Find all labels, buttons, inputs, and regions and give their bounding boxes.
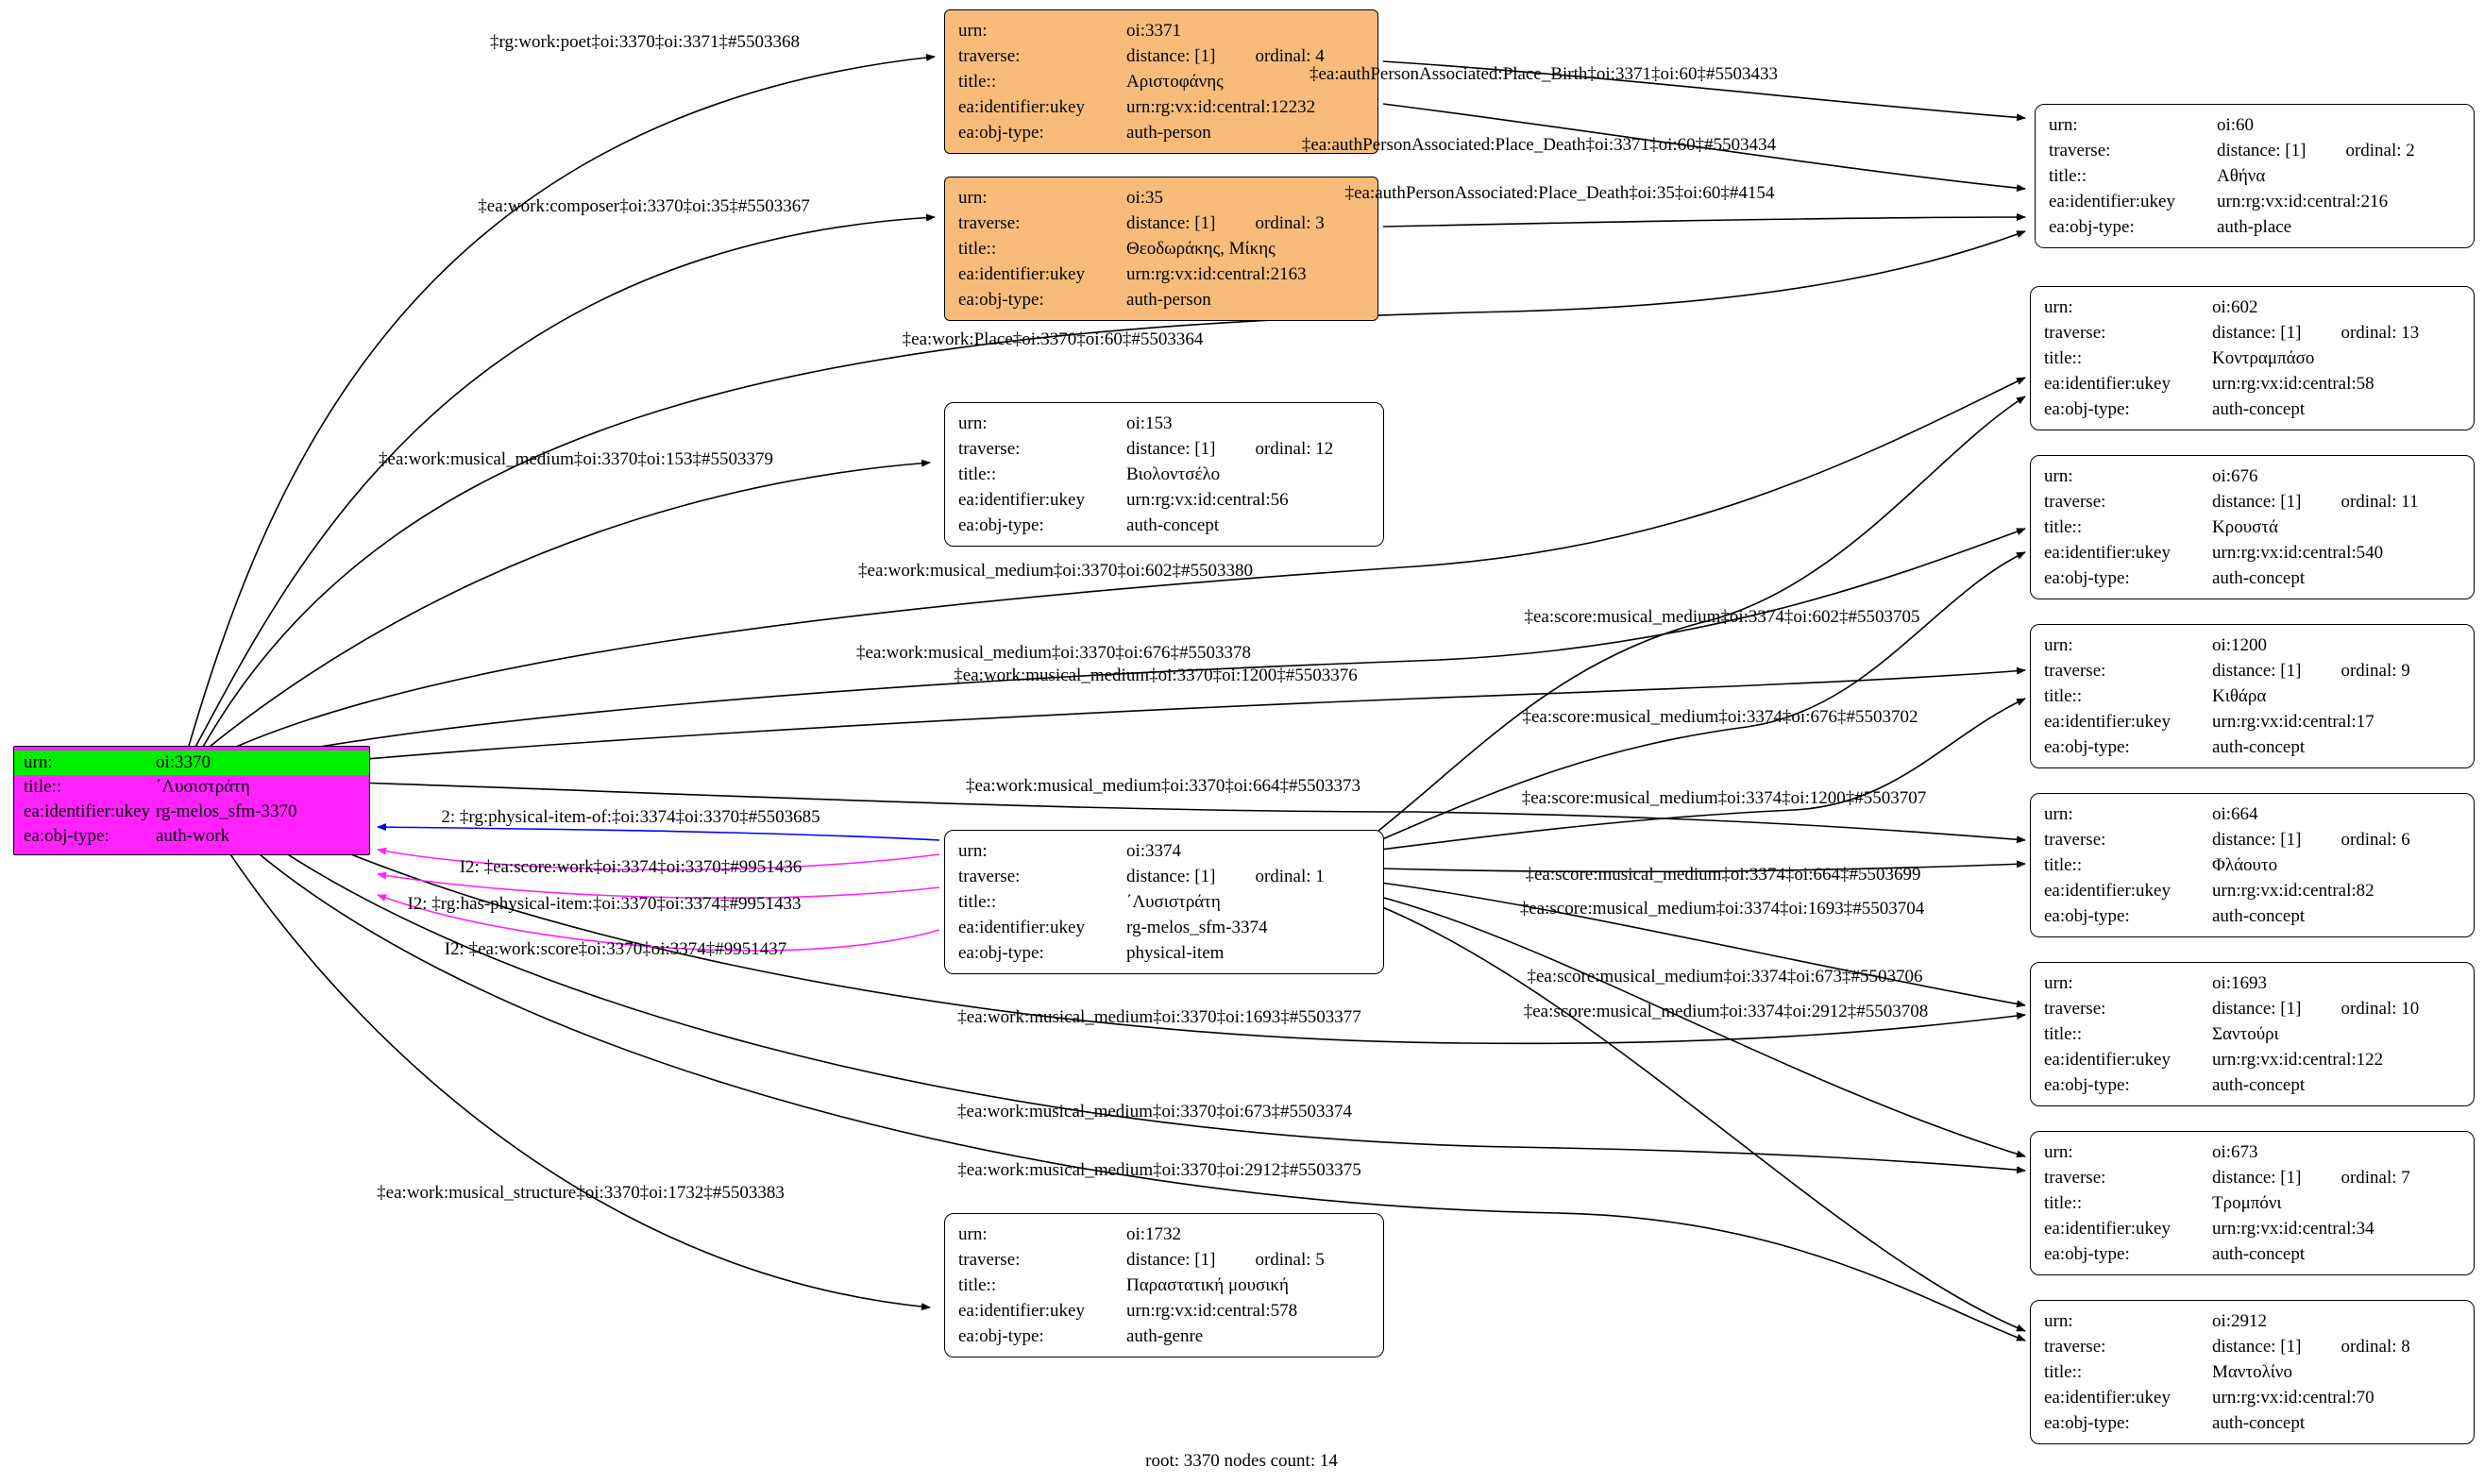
node-root-3370[interactable] bbox=[13, 746, 370, 855]
field-key-title: title:: bbox=[958, 892, 997, 912]
node-field-objtype bbox=[2044, 1410, 2462, 1436]
field-value-traverse: distance: [1] bbox=[2212, 1337, 2302, 1357]
edge-label-work-medium-1693: ‡ea:work:musical_medium‡oi:3370‡oi:1693‡#5503377 bbox=[957, 1007, 1361, 1027]
field-key-objtype: ea:obj-type: bbox=[2044, 906, 2130, 926]
field-key-objtype: ea:obj-type: bbox=[958, 290, 1044, 310]
field-value-traverse: distance: [1] bbox=[1126, 213, 1216, 233]
field-key-identifier: ea:identifier:ukey bbox=[2044, 1388, 2171, 1408]
field-value-urn: oi:60 bbox=[2217, 115, 2255, 135]
edge-label-work-medium-153: ‡ea:work:musical_medium‡oi:3370‡oi:153‡#5503379 bbox=[379, 449, 773, 469]
field-value-title: Κοντραμπάσο bbox=[2212, 348, 2315, 368]
field-key-traverse: traverse: bbox=[958, 46, 1021, 66]
field-key-title: title:: bbox=[2044, 1024, 2083, 1044]
field-key-objtype: ea:obj-type: bbox=[2044, 1413, 2130, 1433]
node-field-identifier bbox=[2044, 540, 2462, 565]
field-value-ordinal: ordinal: 7 bbox=[2340, 1168, 2410, 1188]
node-field-urn bbox=[2044, 801, 2462, 827]
field-value-ordinal: ordinal: 11 bbox=[2340, 492, 2419, 512]
field-key-identifier: ea:identifier:ukey bbox=[2044, 1219, 2171, 1239]
field-value-identifier: urn:rg:vx:id:central:540 bbox=[2212, 543, 2384, 563]
field-key-urn: urn: bbox=[2044, 297, 2073, 317]
edge-label-work-score: I2: ‡ea:work:score‡oi:3370‡oi:3374‡#9951437 bbox=[444, 939, 787, 959]
node-field-title bbox=[2049, 163, 2462, 189]
node-1200[interactable] bbox=[2030, 624, 2475, 768]
field-key-urn: urn: bbox=[958, 413, 988, 433]
field-key-traverse: traverse: bbox=[958, 439, 1021, 459]
field-key-objtype: ea:obj-type: bbox=[958, 515, 1044, 535]
node-field-urn bbox=[958, 411, 1372, 436]
node-field-identifier bbox=[958, 915, 1372, 940]
node-field-title bbox=[24, 775, 360, 800]
field-value-traverse: distance: [1] bbox=[2212, 492, 2302, 512]
field-key-identifier: ea:identifier:ukey bbox=[958, 1301, 1085, 1321]
node-field-traverse bbox=[2044, 658, 2462, 683]
field-key-title: title:: bbox=[2044, 1193, 2083, 1213]
node-field-urn bbox=[2044, 632, 2462, 658]
field-key-traverse: traverse: bbox=[2044, 1168, 2106, 1188]
field-key-identifier: ea:identifier:ukey bbox=[958, 97, 1085, 117]
field-key-traverse: traverse: bbox=[958, 867, 1021, 886]
edge-label-score-medium-1693: ‡ea:score:musical_medium‡oi:3374‡oi:1693‡#5503704 bbox=[1519, 899, 1925, 919]
node-field-objtype bbox=[2044, 396, 2462, 422]
node-field-traverse bbox=[958, 1247, 1372, 1273]
node-field-identifier bbox=[2044, 371, 2462, 396]
field-value-urn: oi:1200 bbox=[2212, 635, 2268, 655]
field-value-objtype: physical-item bbox=[1126, 943, 1225, 963]
graph-footer: root: 3370 nodes count: 14 bbox=[1145, 1451, 1338, 1471]
field-key-urn: urn: bbox=[2044, 1311, 2073, 1331]
node-60[interactable] bbox=[2035, 104, 2475, 248]
field-value-traverse: distance: [1] bbox=[2217, 141, 2307, 160]
field-value-identifier: urn:rg:vx:id:central:56 bbox=[1126, 490, 1289, 510]
field-value-title: Αριστοφάνης bbox=[1126, 72, 1224, 92]
field-key-traverse: traverse: bbox=[2049, 141, 2111, 160]
node-field-traverse bbox=[2044, 1165, 2462, 1190]
field-value-identifier: urn:rg:vx:id:central:12232 bbox=[1126, 97, 1316, 117]
field-value-title: Παραστατική μουσική bbox=[1126, 1275, 1289, 1295]
field-value-objtype: auth-concept bbox=[2212, 1075, 2306, 1095]
node-1693[interactable] bbox=[2030, 962, 2475, 1106]
node-field-traverse bbox=[2044, 320, 2462, 346]
node-field-objtype bbox=[2044, 565, 2462, 591]
field-value-ordinal: ordinal: 5 bbox=[1255, 1250, 1325, 1270]
field-key-objtype: ea:obj-type: bbox=[2044, 737, 2130, 757]
field-value-traverse: distance: [1] bbox=[1126, 439, 1216, 459]
node-field-objtype bbox=[2044, 903, 2462, 929]
field-value-title: ΄Λυσιστράτη bbox=[156, 777, 250, 797]
node-field-objtype bbox=[24, 824, 360, 849]
node-field-objtype bbox=[958, 940, 1372, 966]
field-value-identifier: urn:rg:vx:id:central:2163 bbox=[1126, 264, 1307, 284]
field-value-identifier: urn:rg:vx:id:central:17 bbox=[2212, 712, 2374, 732]
node-153[interactable] bbox=[944, 402, 1384, 547]
edge-label-score-medium-673: ‡ea:score:musical_medium‡oi:3374‡oi:673‡#5503706 bbox=[1527, 967, 1923, 987]
edge-label-work-place: ‡ea:work:Place‡oi:3370‡oi:60‡#5503364 bbox=[902, 329, 1204, 349]
field-key-objtype: ea:obj-type: bbox=[2049, 217, 2135, 237]
node-2912[interactable] bbox=[2030, 1300, 2475, 1444]
field-value-title: ΄Λυσιστράτη bbox=[1126, 892, 1221, 912]
node-field-title bbox=[2044, 1021, 2462, 1047]
field-value-traverse: distance: [1] bbox=[2212, 830, 2302, 850]
edge-label-place-death-35: ‡ea:authPersonAssociated:Place_Death‡oi:35‡oi:60‡#4154 bbox=[1344, 183, 1775, 203]
node-field-title bbox=[2044, 852, 2462, 878]
field-key-identifier: ea:identifier:ukey bbox=[2044, 1050, 2171, 1070]
edge-label-has-physical-item: I2: ‡rg:has-physical-item:‡oi:3370‡oi:3374‡#9951433 bbox=[407, 894, 802, 914]
node-field-objtype bbox=[2044, 1241, 2462, 1267]
field-value-traverse: distance: [1] bbox=[2212, 999, 2302, 1019]
field-value-urn: oi:602 bbox=[2212, 297, 2258, 317]
field-value-objtype: auth-concept bbox=[2212, 568, 2306, 588]
node-602[interactable] bbox=[2030, 286, 2475, 430]
field-value-title: Θεοδωράκης, Μίκης bbox=[1126, 239, 1276, 259]
node-field-title bbox=[2044, 683, 2462, 709]
field-key-urn: urn: bbox=[958, 21, 988, 41]
node-664[interactable] bbox=[2030, 793, 2475, 937]
field-value-objtype: auth-person bbox=[1126, 123, 1211, 143]
field-key-identifier: ea:identifier:ukey bbox=[2044, 712, 2171, 732]
field-key-urn: urn: bbox=[2044, 804, 2073, 824]
field-value-urn: oi:3374 bbox=[1126, 841, 1182, 861]
field-value-traverse: distance: [1] bbox=[2212, 323, 2302, 343]
edge-label-work-medium-673: ‡ea:work:musical_medium‡oi:3370‡oi:673‡#5503374 bbox=[957, 1102, 1352, 1121]
field-key-urn: urn: bbox=[2044, 635, 2073, 655]
field-key-title: title:: bbox=[958, 72, 997, 92]
node-field-identifier bbox=[2044, 1385, 2462, 1410]
field-value-urn: oi:3370 bbox=[156, 752, 211, 772]
node-field-objtype bbox=[2044, 734, 2462, 760]
field-key-traverse: traverse: bbox=[2044, 999, 2106, 1019]
field-key-objtype: ea:obj-type: bbox=[958, 943, 1044, 963]
node-field-urn bbox=[958, 1222, 1372, 1247]
field-value-identifier: urn:rg:vx:id:central:70 bbox=[2212, 1388, 2374, 1408]
edge-label-work-medium-1200: ‡ea:work:musical_medium‡oi:3370‡oi:1200‡#5503376 bbox=[954, 666, 1358, 685]
node-field-identifier bbox=[958, 261, 1366, 287]
node-1732[interactable] bbox=[944, 1213, 1384, 1358]
field-value-objtype: auth-concept bbox=[2212, 1413, 2306, 1433]
field-value-ordinal: ordinal: 8 bbox=[2340, 1337, 2410, 1357]
field-value-title: Αθήνα bbox=[2217, 166, 2266, 186]
field-value-traverse: distance: [1] bbox=[1126, 46, 1216, 66]
node-field-title bbox=[2044, 514, 2462, 540]
node-field-urn bbox=[2044, 1139, 2462, 1165]
node-field-title bbox=[958, 236, 1366, 261]
field-value-urn: oi:1732 bbox=[1126, 1224, 1182, 1244]
field-value-title: Βιολοντσέλο bbox=[1126, 464, 1221, 484]
field-key-traverse: traverse: bbox=[2044, 492, 2106, 512]
field-value-objtype: auth-concept bbox=[2212, 906, 2306, 926]
node-673[interactable] bbox=[2030, 1131, 2475, 1275]
field-key-identifier: ea:identifier:ukey bbox=[2044, 543, 2171, 563]
field-key-title: title:: bbox=[2044, 348, 2083, 368]
field-value-objtype: auth-concept bbox=[2212, 1244, 2306, 1264]
field-value-traverse: distance: [1] bbox=[1126, 1250, 1216, 1270]
node-field-title bbox=[958, 889, 1372, 915]
node-field-identifier bbox=[2049, 189, 2462, 214]
node-field-objtype bbox=[958, 1324, 1372, 1349]
field-value-ordinal: ordinal: 6 bbox=[2340, 830, 2410, 850]
field-value-objtype: auth-person bbox=[1126, 290, 1211, 310]
field-value-ordinal: ordinal: 1 bbox=[1255, 867, 1325, 886]
field-value-ordinal: ordinal: 13 bbox=[2340, 323, 2420, 343]
field-key-title: title:: bbox=[24, 777, 62, 797]
field-value-title: Φλάουτο bbox=[2212, 855, 2278, 875]
field-key-identifier: ea:identifier:ukey bbox=[958, 264, 1085, 284]
node-field-title bbox=[2044, 1190, 2462, 1216]
field-key-identifier: ea:identifier:ukey bbox=[2044, 374, 2171, 394]
node-field-objtype bbox=[958, 513, 1372, 538]
node-35[interactable] bbox=[944, 177, 1378, 321]
node-field-urn bbox=[2049, 112, 2462, 138]
field-key-urn: urn: bbox=[24, 752, 53, 772]
edge-label-work-musical-structure: ‡ea:work:musical_structure‡oi:3370‡oi:1732‡#5503383 bbox=[377, 1183, 785, 1203]
node-3374[interactable] bbox=[944, 830, 1384, 974]
edge-label-place-death-3371: ‡ea:authPersonAssociated:Place_Death‡oi:3371‡oi:60‡#5503434 bbox=[1301, 135, 1777, 155]
node-field-traverse bbox=[958, 43, 1366, 69]
field-value-urn: oi:3371 bbox=[1126, 21, 1182, 41]
field-key-title: title:: bbox=[2044, 1362, 2083, 1382]
node-field-urn bbox=[958, 18, 1366, 43]
field-key-urn: urn: bbox=[958, 841, 988, 861]
node-field-urn bbox=[2044, 295, 2462, 320]
field-key-identifier: ea:identifier:ukey bbox=[2049, 192, 2175, 211]
node-field-identifier bbox=[2044, 878, 2462, 903]
field-value-objtype: auth-concept bbox=[2212, 399, 2306, 419]
field-key-title: title:: bbox=[2044, 686, 2083, 706]
field-key-traverse: traverse: bbox=[958, 213, 1021, 233]
field-value-identifier: urn:rg:vx:id:central:82 bbox=[2212, 881, 2374, 901]
field-key-objtype: ea:obj-type: bbox=[2044, 399, 2130, 419]
edge-label-score-medium-664: ‡ea:score:musical_medium‡oi:3374‡oi:664‡#5503699 bbox=[1525, 865, 1921, 885]
field-key-urn: urn: bbox=[2049, 115, 2078, 135]
field-value-urn: oi:664 bbox=[2212, 804, 2258, 824]
field-value-urn: oi:2912 bbox=[2212, 1311, 2268, 1331]
field-value-urn: oi:676 bbox=[2212, 466, 2258, 486]
field-key-urn: urn: bbox=[2044, 1142, 2073, 1162]
field-key-title: title:: bbox=[958, 1275, 997, 1295]
node-field-title bbox=[2044, 346, 2462, 371]
node-field-objtype bbox=[2049, 214, 2462, 240]
field-value-objtype: auth-work bbox=[156, 826, 230, 846]
node-field-title bbox=[2044, 1359, 2462, 1385]
field-key-identifier: ea:identifier:ukey bbox=[2044, 881, 2171, 901]
field-key-title: title:: bbox=[958, 239, 997, 259]
field-value-objtype: auth-concept bbox=[1126, 515, 1220, 535]
field-value-identifier: urn:rg:vx:id:central:216 bbox=[2217, 192, 2389, 211]
node-field-identifier bbox=[2044, 709, 2462, 734]
edge-label-work-poet: ‡rg:work:poet‡oi:3370‡oi:3371‡#5503368 bbox=[490, 32, 800, 52]
field-value-traverse: distance: [1] bbox=[2212, 1168, 2302, 1188]
edge-label-score-medium-676: ‡ea:score:musical_medium‡oi:3374‡oi:676‡#5503702 bbox=[1522, 707, 1918, 727]
field-value-ordinal: ordinal: 3 bbox=[1255, 213, 1325, 233]
field-key-traverse: traverse: bbox=[2044, 830, 2106, 850]
field-value-urn: oi:1693 bbox=[2212, 973, 2268, 993]
edge-label-score-medium-602: ‡ea:score:musical_medium‡oi:3374‡oi:602‡#5503705 bbox=[1524, 607, 1920, 627]
field-value-identifier: urn:rg:vx:id:central:34 bbox=[2212, 1219, 2374, 1239]
field-key-traverse: traverse: bbox=[2044, 661, 2106, 681]
node-field-title bbox=[958, 1273, 1372, 1298]
edge-label-score-work: I2: ‡ea:score:work‡oi:3374‡oi:3370‡#9951436 bbox=[459, 857, 803, 877]
field-value-ordinal: ordinal: 12 bbox=[1255, 439, 1334, 459]
node-field-urn bbox=[2044, 464, 2462, 489]
node-field-urn bbox=[958, 838, 1372, 864]
field-key-identifier: ea:identifier:ukey bbox=[958, 490, 1085, 510]
field-value-urn: oi:153 bbox=[1126, 413, 1173, 433]
field-value-traverse: distance: [1] bbox=[2212, 661, 2302, 681]
field-key-objtype: ea:obj-type: bbox=[958, 1326, 1044, 1346]
node-field-traverse bbox=[958, 864, 1372, 889]
field-key-objtype: ea:obj-type: bbox=[958, 123, 1044, 143]
field-value-title: Κιθάρα bbox=[2212, 686, 2267, 706]
field-value-identifier: urn:rg:vx:id:central:122 bbox=[2212, 1050, 2384, 1070]
field-key-title: title:: bbox=[2049, 166, 2087, 186]
field-key-urn: urn: bbox=[2044, 466, 2073, 486]
node-field-identifier bbox=[958, 1298, 1372, 1324]
field-key-urn: urn: bbox=[958, 1224, 988, 1244]
node-field-identifier bbox=[2044, 1047, 2462, 1072]
field-key-title: title:: bbox=[958, 464, 997, 484]
edge-label-work-medium-664: ‡ea:work:musical_medium‡oi:3370‡oi:664‡#5503373 bbox=[966, 776, 1360, 796]
field-key-traverse: traverse: bbox=[2044, 1337, 2106, 1357]
field-value-objtype: auth-concept bbox=[2212, 737, 2306, 757]
field-value-ordinal: ordinal: 2 bbox=[2345, 141, 2415, 160]
node-field-traverse bbox=[2044, 996, 2462, 1021]
edge-label-work-medium-602: ‡ea:work:musical_medium‡oi:3370‡oi:602‡#5503380 bbox=[858, 561, 1253, 581]
edge-label-place-birth-3371: ‡ea:authPersonAssociated:Place_Birth‡oi:3371‡oi:60‡#5503433 bbox=[1309, 64, 1779, 84]
node-field-traverse bbox=[2049, 138, 2462, 163]
edge-label-physical-item-of: 2: ‡rg:physical-item-of:‡oi:3374‡oi:3370‡#5503685 bbox=[441, 807, 820, 827]
node-field-title bbox=[958, 69, 1366, 94]
field-value-identifier: urn:rg:vx:id:central:58 bbox=[2212, 374, 2374, 394]
field-value-title: Μαντολίνο bbox=[2212, 1362, 2292, 1382]
field-value-urn: oi:35 bbox=[1126, 188, 1164, 208]
field-value-identifier: urn:rg:vx:id:central:578 bbox=[1126, 1301, 1298, 1321]
node-field-identifier bbox=[958, 487, 1372, 513]
field-value-objtype: auth-genre bbox=[1126, 1326, 1204, 1346]
field-key-urn: urn: bbox=[958, 188, 988, 208]
field-key-identifier: ea:identifier:ukey bbox=[24, 801, 150, 821]
edge-label-work-composer: ‡ea:work:composer‡oi:3370‡oi:35‡#5503367 bbox=[478, 196, 810, 216]
node-field-urn bbox=[14, 750, 369, 775]
node-field-objtype bbox=[958, 287, 1366, 312]
node-field-traverse bbox=[2044, 827, 2462, 852]
field-value-title: Τρομπόνι bbox=[2212, 1193, 2282, 1213]
node-field-traverse bbox=[2044, 489, 2462, 514]
field-key-title: title:: bbox=[2044, 517, 2083, 537]
node-field-urn bbox=[2044, 1308, 2462, 1334]
field-key-identifier: ea:identifier:ukey bbox=[958, 918, 1085, 937]
field-value-title: Κρουστά bbox=[2212, 517, 2278, 537]
field-key-title: title:: bbox=[2044, 855, 2083, 875]
field-value-objtype: auth-place bbox=[2217, 217, 2292, 237]
node-field-traverse bbox=[958, 211, 1366, 236]
node-field-identifier bbox=[958, 94, 1366, 120]
field-key-traverse: traverse: bbox=[958, 1250, 1021, 1270]
edge-label-score-medium-2912: ‡ea:score:musical_medium‡oi:3374‡oi:2912‡#5503708 bbox=[1523, 1002, 1929, 1021]
field-key-objtype: ea:obj-type: bbox=[2044, 1075, 2130, 1095]
node-676[interactable] bbox=[2030, 455, 2475, 599]
node-field-identifier bbox=[2044, 1216, 2462, 1241]
edge-label-work-medium-676: ‡ea:work:musical_medium‡oi:3370‡oi:676‡#5503378 bbox=[856, 643, 1251, 663]
field-value-traverse: distance: [1] bbox=[1126, 867, 1216, 886]
field-value-ordinal: ordinal: 4 bbox=[1255, 46, 1325, 66]
node-field-traverse bbox=[958, 436, 1372, 462]
edge-label-score-medium-1200: ‡ea:score:musical_medium‡oi:3374‡oi:1200‡#5503707 bbox=[1521, 788, 1927, 808]
edge-label-work-medium-2912: ‡ea:work:musical_medium‡oi:3370‡oi:2912‡#5503375 bbox=[957, 1160, 1361, 1180]
field-value-ordinal: ordinal: 9 bbox=[2340, 661, 2410, 681]
node-field-title bbox=[958, 462, 1372, 487]
field-value-identifier: rg-melos_sfm-3370 bbox=[156, 801, 297, 821]
field-key-traverse: traverse: bbox=[2044, 323, 2106, 343]
field-key-objtype: ea:obj-type: bbox=[2044, 568, 2130, 588]
field-key-objtype: ea:obj-type: bbox=[2044, 1244, 2130, 1264]
field-value-urn: oi:673 bbox=[2212, 1142, 2258, 1162]
field-key-objtype: ea:obj-type: bbox=[24, 826, 110, 846]
field-value-title: Σαντούρι bbox=[2212, 1024, 2279, 1044]
node-field-objtype bbox=[2044, 1072, 2462, 1098]
field-value-ordinal: ordinal: 10 bbox=[2340, 999, 2420, 1019]
node-field-urn bbox=[2044, 970, 2462, 996]
node-field-traverse bbox=[2044, 1334, 2462, 1359]
node-field-identifier bbox=[24, 800, 360, 824]
field-key-urn: urn: bbox=[2044, 973, 2073, 993]
field-value-identifier: rg-melos_sfm-3374 bbox=[1126, 918, 1268, 937]
node-field-urn bbox=[958, 185, 1366, 211]
